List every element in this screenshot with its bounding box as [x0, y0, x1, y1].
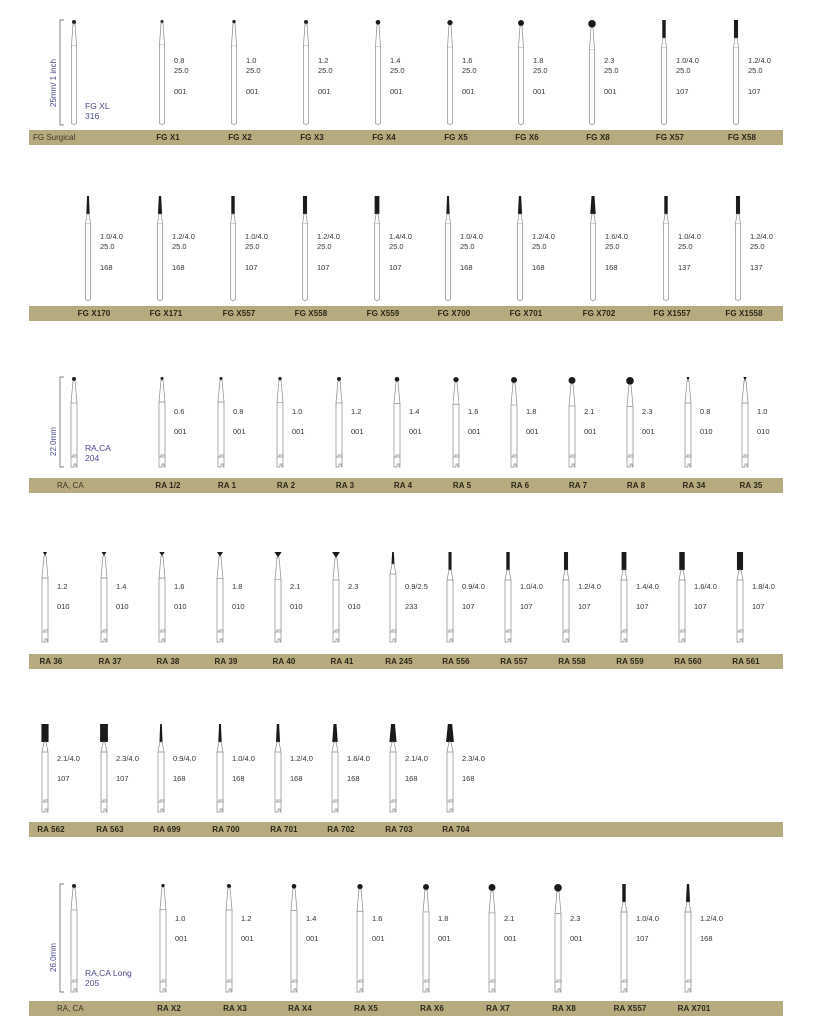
bur-shape-code: 168 — [232, 774, 245, 783]
product-code-label: RA 1/2 — [155, 481, 181, 490]
bur-total-length: 25.0 — [317, 242, 332, 251]
bur-shape-code: 010 — [348, 602, 361, 611]
bur-shape-code: 001 — [174, 427, 187, 436]
bur-head-size: 1.8 — [533, 56, 544, 65]
bur-head-size: 1.0 — [246, 56, 257, 65]
bur-head-size: 1.2/4.0 — [700, 914, 723, 923]
product-code-label: FG X1557 — [653, 309, 691, 318]
bur-drawing — [489, 884, 496, 992]
bur-neck — [621, 902, 627, 912]
bur-total-length: 25.0 — [389, 242, 404, 251]
bur-drawing — [554, 884, 562, 992]
bur-shape-code: 107 — [57, 774, 70, 783]
product-code-label: FG X58 — [727, 133, 757, 142]
bur-head-size: 1.8 — [438, 914, 449, 923]
bur-shape-code: 001 — [604, 87, 617, 96]
bur-total-length: 25.0 — [748, 66, 763, 75]
product-code-label: RA X7 — [486, 1004, 510, 1013]
product-code-label: FG X701 — [509, 309, 543, 318]
product-code-label: RA 39 — [214, 657, 238, 666]
bur-specs — [570, 914, 583, 944]
bur-head-size: 1.2/4.0 — [578, 582, 601, 591]
bur-head-round — [227, 884, 231, 888]
product-code-label: FG X4 — [372, 133, 396, 142]
bur-head-size: 1.0/4.0 — [100, 232, 123, 241]
bur-shape-code: 107 — [636, 934, 649, 943]
reference-bur-type: FG XL — [85, 101, 110, 111]
bur-specs — [241, 914, 254, 944]
product-code-label: RA 3 — [335, 481, 355, 490]
product-code-label: RA X3 — [223, 1004, 247, 1013]
bur-shaft — [555, 914, 561, 982]
product-code-label: RA 40 — [272, 657, 296, 666]
product-code-label: RA 700 — [212, 825, 240, 834]
product-code-label: RA 5 — [452, 481, 472, 490]
bur-shape-code: 137 — [678, 263, 691, 272]
bur-head-size: 2.1 — [584, 407, 595, 416]
bur-total-length: 25.0 — [750, 242, 765, 251]
bur-head-size: 1.2/4.0 — [172, 232, 195, 241]
bur-specs — [636, 914, 659, 944]
product-code-label: RA X557 — [613, 1004, 647, 1013]
bur-shape-code: 001 — [306, 934, 319, 943]
bur-head-size: 0.8 — [700, 407, 711, 416]
reference-bur-name — [85, 968, 132, 988]
bur-shape-code: 001 — [438, 934, 451, 943]
bur-head-round — [554, 884, 562, 892]
bur-neck — [423, 890, 429, 912]
product-code-label: FG X2 — [228, 133, 252, 142]
product-code-label: RA 6 — [510, 481, 530, 490]
bur-head-size: 1.0/4.0 — [460, 232, 483, 241]
bur-total-length: 25.0 — [676, 66, 691, 75]
product-code-label: RA 559 — [616, 657, 644, 666]
bur-shape-code: 010 — [290, 602, 303, 611]
bur-neck — [357, 889, 363, 911]
product-code-label: RA 702 — [327, 825, 355, 834]
bur-shape-code: 001 — [570, 934, 583, 943]
bur-head-size: 1.6 — [462, 56, 473, 65]
bur-head-size: 2.3 — [642, 407, 653, 416]
bur-shape-code: 001 — [233, 427, 246, 436]
bur-neck — [291, 889, 297, 911]
product-code-label: RA 557 — [500, 657, 528, 666]
bur-shape-code: 010 — [757, 427, 770, 436]
length-bracket — [60, 884, 64, 992]
reference-bur-type: RA,CA Long — [85, 968, 132, 978]
bur-head-size: 0.6 — [174, 407, 185, 416]
bur-shape-code: 107 — [694, 602, 707, 611]
bur-head-size: 0.8 — [174, 56, 185, 65]
bur-head-size: 1.0 — [757, 407, 768, 416]
product-code-label: FG X8 — [586, 133, 610, 142]
bur-drawing — [357, 884, 363, 992]
bur-head-size: 1.2 — [57, 582, 68, 591]
category-group-label: FG Surgical — [33, 133, 76, 142]
bur-shape-code: 168 — [290, 774, 303, 783]
bur-head-size: 0.8 — [233, 407, 244, 416]
bur-shape-code: 107 — [636, 602, 649, 611]
bur-total-length: 25.0 — [174, 66, 189, 75]
bur-head-size: 2.1/4.0 — [405, 754, 428, 763]
bur-total-length: 25.0 — [604, 66, 619, 75]
bur-total-length: 25.0 — [460, 242, 475, 251]
bur-shape-code: 168 — [347, 774, 360, 783]
bur-head-size: 1.8 — [526, 407, 537, 416]
bur-shape-code: 001 — [246, 87, 259, 96]
bur-shape-code: 107 — [317, 263, 330, 272]
product-code-label: FG X170 — [77, 309, 111, 318]
bur-shape-code: 001 — [409, 427, 422, 436]
bur-head-size: 1.6 — [174, 582, 185, 591]
bur-head-size: 1.0 — [175, 914, 186, 923]
bur-drawing — [423, 884, 429, 992]
bur-head-size: 1.2/4.0 — [532, 232, 555, 241]
bur-total-length: 25.0 — [533, 66, 548, 75]
bur-head-size: 1.0/4.0 — [636, 914, 659, 923]
bur-shape-code: 168 — [605, 263, 618, 272]
bur-drawing — [685, 884, 691, 992]
bur-head-size: 2.1/4.0 — [57, 754, 80, 763]
bur-shape-code: 107 — [462, 602, 475, 611]
product-code-label: RA 4 — [393, 481, 413, 490]
bur-head-size: 1.6 — [468, 407, 479, 416]
bur-head-size: 1.6 — [372, 914, 383, 923]
product-code-label: RA 38 — [156, 657, 180, 666]
product-code-label: FG X559 — [366, 309, 400, 318]
product-code-label: RA 562 — [37, 825, 65, 834]
bur-head-size: 1.4/4.0 — [389, 232, 412, 241]
bur-total-length: 25.0 — [246, 66, 261, 75]
product-code-label: RA 35 — [739, 481, 763, 490]
bur-shape-code: 168 — [405, 774, 418, 783]
category-bar — [29, 1001, 783, 1016]
bur-head-round — [423, 884, 429, 890]
reference-length-label: 25mm/ 1 inch — [49, 58, 58, 107]
product-code-label: RA X8 — [552, 1004, 576, 1013]
product-code-label: RA X4 — [288, 1004, 312, 1013]
bur-head-size: 2.1 — [504, 914, 515, 923]
reference-bur-type: RA,CA — [85, 443, 111, 453]
bur-neck — [489, 891, 495, 913]
product-code-label: RA 2 — [276, 481, 296, 490]
bur-head-size: 1.0/4.0 — [678, 232, 701, 241]
bur-head-size: 1.4 — [390, 56, 401, 65]
product-code-label: RA 245 — [385, 657, 413, 666]
bur-head-size: 1.0/4.0 — [676, 56, 699, 65]
product-code-label: FG X171 — [149, 309, 183, 318]
bur-shaft — [71, 910, 77, 982]
bur-head-round — [292, 884, 297, 889]
product-code-label: RA 563 — [96, 825, 124, 834]
bur-head-size: 1.0/4.0 — [232, 754, 255, 763]
bur-shape-code: 107 — [389, 263, 402, 272]
bur-total-length: 25.0 — [678, 242, 693, 251]
bur-shaft — [357, 911, 363, 982]
bur-shape-code: 107 — [245, 263, 258, 272]
bur-shape-code: 010 — [232, 602, 245, 611]
bur-shaft — [160, 909, 166, 982]
bur-shape-code: 001 — [390, 87, 403, 96]
bur-head-size: 2.3 — [604, 56, 615, 65]
product-code-label: RA 8 — [626, 481, 646, 490]
product-code-label: FG X1558 — [725, 309, 763, 318]
bur-head-size: 2.3 — [348, 582, 359, 591]
bur-shape-code: 001 — [292, 427, 305, 436]
bur-head-size: 1.6/4.0 — [694, 582, 717, 591]
bur-head-size: 1.8/4.0 — [752, 582, 775, 591]
bur-drawing — [226, 884, 232, 992]
product-code-label: FG X3 — [300, 133, 324, 142]
bur-shape-code: 168 — [532, 263, 545, 272]
bur-shape-code: 168 — [460, 263, 473, 272]
bur-shape-code: 107 — [676, 87, 689, 96]
bur-head-size: 1.4 — [306, 914, 317, 923]
bur-shape-code: 010 — [116, 602, 129, 611]
bur-specs — [372, 914, 385, 944]
bur-head-size: 1.2/4.0 — [748, 56, 771, 65]
reference-bur-iso: 316 — [85, 111, 100, 121]
product-code-label: RA 34 — [682, 481, 706, 490]
bur-shape-code: 001 — [175, 934, 188, 943]
bur-shape-code: 001 — [504, 934, 517, 943]
bur-head-size: 2.3/4.0 — [116, 754, 139, 763]
bur-shape-code: 001 — [462, 87, 475, 96]
bur-drawing — [621, 884, 627, 992]
product-code-label: RA 561 — [732, 657, 760, 666]
product-code-label: RA 7 — [568, 481, 588, 490]
product-code-label: RA X701 — [677, 1004, 711, 1013]
bur-shaft — [685, 912, 691, 982]
bur-specs — [504, 914, 517, 944]
bur-shaft — [621, 912, 627, 982]
bur-shape-code: 107 — [578, 602, 591, 611]
reference-length-label: 22.0mm — [49, 427, 58, 456]
bur-head-size: 1.2/4.0 — [750, 232, 773, 241]
bur-head-size: 1.0/4.0 — [520, 582, 543, 591]
bur-shape-code: 001 — [584, 427, 597, 436]
bur-head-size: 1.6/4.0 — [347, 754, 370, 763]
bur-shape-code: 107 — [752, 602, 765, 611]
product-code-label: RA 699 — [153, 825, 181, 834]
bur-head-size: 1.2 — [351, 407, 362, 416]
bur-neck — [226, 888, 232, 910]
bur-shaft — [423, 912, 429, 982]
bur-head-round — [489, 884, 496, 891]
product-code-label: RA 703 — [385, 825, 413, 834]
reference-length-label: 26.0mm — [49, 943, 58, 972]
product-code-label: RA 704 — [442, 825, 470, 834]
product-code-label: RA 41 — [330, 657, 354, 666]
bur-neck — [685, 902, 691, 912]
bur-head-size: 1.0/4.0 — [245, 232, 268, 241]
bur-shape-code: 168 — [100, 263, 113, 272]
bur-head-size: 1.4/4.0 — [636, 582, 659, 591]
bur-shape-code: 001 — [318, 87, 331, 96]
product-code-label: RA 558 — [558, 657, 586, 666]
reference-bur-iso: 205 — [85, 978, 100, 988]
product-code-label: FG X6 — [515, 133, 539, 142]
bur-head-fissure — [622, 884, 625, 902]
bur-shape-code: 001 — [174, 87, 187, 96]
bur-head-size: 2.3/4.0 — [462, 754, 485, 763]
product-code-label: RA X5 — [354, 1004, 378, 1013]
bur-specs — [700, 914, 723, 944]
bur-shape-code: 001 — [468, 427, 481, 436]
bur-shape-code: 001 — [241, 934, 254, 943]
product-code-label: FG X557 — [222, 309, 256, 318]
product-code-label: FG X700 — [437, 309, 471, 318]
bur-specs — [306, 914, 319, 944]
bur-shape-code: 233 — [405, 602, 418, 611]
bur-shape-code: 001 — [372, 934, 385, 943]
bur-head-size: 1.8 — [232, 582, 243, 591]
bur-head-size: 1.4 — [409, 407, 420, 416]
bur-drawing — [71, 884, 77, 992]
bur-total-length: 25.0 — [172, 242, 187, 251]
bur-head-size: 1.2 — [318, 56, 329, 65]
bur-drawing — [160, 884, 166, 992]
bur-shape-code: 010 — [700, 427, 713, 436]
product-code-label: RA 37 — [98, 657, 122, 666]
bur-head-size: 1.2/4.0 — [290, 754, 313, 763]
bur-shaft — [489, 913, 495, 982]
bur-total-length: 25.0 — [390, 66, 405, 75]
reference-bur-iso: 204 — [85, 453, 100, 463]
product-code-label: FG X558 — [294, 309, 328, 318]
bur-shape-code: 010 — [174, 602, 187, 611]
bur-shape-code: 168 — [462, 774, 475, 783]
bur-shape-code: 107 — [520, 602, 533, 611]
bur-head-size: 1.2 — [241, 914, 252, 923]
bur-head-size: 1.4 — [116, 582, 127, 591]
product-code-label: RA 1 — [217, 481, 237, 490]
bur-shape-code: 010 — [57, 602, 70, 611]
bur-head-round — [357, 884, 362, 889]
bur-total-length: 25.0 — [318, 66, 333, 75]
product-code-label: RA 556 — [442, 657, 470, 666]
bur-head-size: 2.1 — [290, 582, 301, 591]
bur-head-size: 1.6/4.0 — [605, 232, 628, 241]
product-code-label: RA X6 — [420, 1004, 444, 1013]
bur-head-size: 2.3 — [570, 914, 581, 923]
product-code-label: FG X1 — [156, 133, 180, 142]
product-code-label: RA X2 — [157, 1004, 181, 1013]
bur-specs — [175, 914, 188, 944]
bur-shape-code: 001 — [642, 427, 655, 436]
bur-total-length: 25.0 — [245, 242, 260, 251]
bur-head-size: 0.9/4.0 — [173, 754, 196, 763]
product-code-label: RA 36 — [39, 657, 63, 666]
bur-head-fissure — [686, 884, 690, 902]
bur-total-length: 25.0 — [605, 242, 620, 251]
product-code-label: FG X702 — [582, 309, 616, 318]
category-group-label: RA, CA — [57, 481, 84, 490]
product-code-label: RA 701 — [270, 825, 298, 834]
bur-shape-code: 001 — [351, 427, 364, 436]
bur-head-size: 1.2/4.0 — [317, 232, 340, 241]
bur-shaft — [226, 910, 232, 982]
product-code-label: FG X5 — [444, 133, 468, 142]
bur-total-length: 25.0 — [532, 242, 547, 251]
bur-shape-code: 001 — [533, 87, 546, 96]
bur-shape-code: 168 — [173, 774, 186, 783]
bur-total-length: 25.0 — [462, 66, 477, 75]
product-code-label: FG X57 — [655, 133, 685, 142]
bur-neck — [71, 888, 77, 910]
bur-shape-code: 001 — [526, 427, 539, 436]
category-group-label: RA, CA — [57, 1004, 84, 1013]
bur-neck — [160, 887, 166, 909]
bur-drawing — [291, 884, 297, 992]
bur-total-length: 25.0 — [100, 242, 115, 251]
bur-shape-code: 107 — [116, 774, 129, 783]
bur-head-size: 0.9/4.0 — [462, 582, 485, 591]
bur-shaft — [291, 911, 297, 982]
bur-shape-code: 168 — [172, 263, 185, 272]
bur-head-round — [161, 884, 164, 887]
bur-head-size: 0.9/2.5 — [405, 582, 428, 591]
bur-neck — [555, 892, 561, 914]
bur-head-round — [72, 884, 76, 888]
bur-shape-code: 107 — [748, 87, 761, 96]
product-code-label: RA 560 — [674, 657, 702, 666]
bur-head-size: 1.0 — [292, 407, 303, 416]
bur-specs — [438, 914, 451, 944]
bur-shape-code: 137 — [750, 263, 763, 272]
bur-shape-code: 168 — [700, 934, 713, 943]
